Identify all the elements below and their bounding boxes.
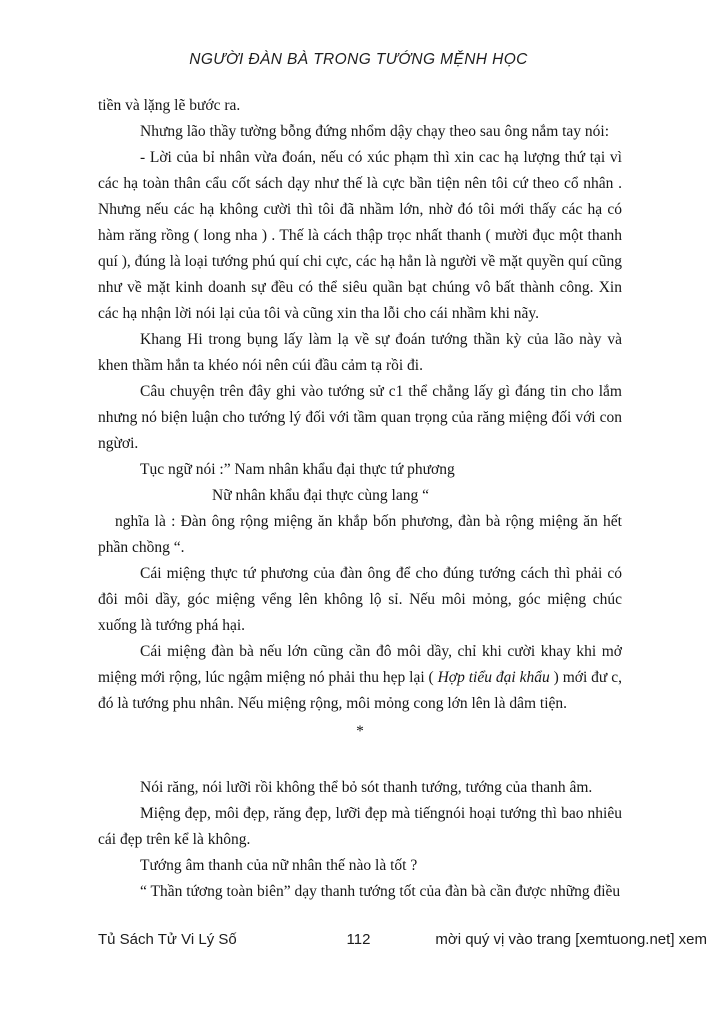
proverb-line-2: Nữ nhân khẩu đại thực cùng lang “	[212, 487, 429, 504]
paragraph-text: ) mới đư c, đó là tướng phu nhân. Nếu miệng rộng, môi mỏng cong lớn lên là dâm tiện.	[98, 669, 622, 712]
body-paragraph: Tướng âm thanh của nữ nhân thế nào là tốt ?	[140, 857, 418, 874]
body-paragraph: nghĩa là : Đàn ông rộng miệng ăn khắp bốn phương, đàn bà rộng miệng ăn hết phần chồng “.	[98, 513, 622, 556]
body-paragraph: Câu chuyện trên đây ghi vào tướng sử c1 thể chẳng lấy gì đáng tin cho lắm nhưng nó biện luận cho tướng lý đối với tầm quan trọng của răng miệng đối với con ngừơi.	[98, 383, 622, 452]
footer-site-note: mời quý vị vào trang [xemtuong.net] xem	[435, 931, 707, 948]
body-paragraph: Nhưng lão thầy tường bỗng đứng nhổm dậy chạy theo sau ông nắm tay nói:	[140, 123, 610, 140]
section-separator-star: *	[356, 723, 364, 740]
body-paragraph: Nói răng, nói lưỡi rồi không thể bỏ sót thanh tướng, tướng của thanh âm.	[140, 779, 593, 796]
body-paragraph: “ Thần tứơng toàn biên” dạy thanh tướng tốt của đàn bà cần được những điều	[140, 883, 621, 900]
body-paragraph	[98, 639, 622, 717]
proverb-line-1: Tục ngữ nói :” Nam nhân khẩu đại thực tứ phương	[140, 461, 455, 478]
footer-page-number: 112	[346, 931, 371, 948]
italic-term: Hợp tiểu đại khẩu	[437, 669, 550, 686]
page-footer	[0, 931, 717, 953]
body-paragraph: tiền và lặng lẽ bước ra.	[98, 97, 241, 114]
body-paragraph: Cái miệng thực tứ phương của đàn ông để cho đúng tướng cách thì phải có đôi môi dầy, góc miệng vểng lên không lộ sỉ. Nếu môi mỏng, góc miệng chúc xuống là tướng phá hại.	[98, 565, 622, 634]
body-text	[98, 93, 622, 905]
body-paragraph: Khang Hi trong bụng lấy làm lạ về sự đoán tướng thần kỳ của lão này và khen thầm hắn ta khéo nói nên cúi đầu cảm tạ rồi đi.	[98, 331, 622, 374]
body-paragraph: - Lời của bỉ nhân vừa đoán, nếu có xúc phạm thì xin cac hạ lượng thứ tại vì các hạ toàn thân cẩu cốt sách dạy như thế là cực bần tiện nên tôi cứ theo cổ nhân . Nhưng nếu các hạ không cười thì tôi đã nhầm lớn, nhờ đó tôi mới thấy các hạ có hàm răng rồng ( long nha ) . Thế là cách thập trọc nhất thanh ( mười đục một thanh quí ), đúng là loại tướng phú quí chi cực, các hạ hẳn là người về mặt quyền quí cũng như về mặt kinh doanh sự đều có thể siêu quần bạt chúng vô bất thành công. Xin các hạ nhận lời nói lại của tôi và cũng xin tha lỗi cho cái nhầm khi nãy.	[98, 149, 622, 322]
page-title: NGƯỜI ĐÀN BÀ TRONG TƯỚNG MỆNH HỌC	[189, 51, 528, 68]
footer-series-title: Tủ Sách Tử Vi Lý Số	[98, 931, 237, 948]
paragraph-text: Cái miệng đàn bà nếu lớn cũng cần đô môi dầy, chỉ khi cười khay khi mở miệng mới rộng, lúc ngậm miệng nó phải thu hẹp lại (	[98, 643, 622, 686]
body-paragraph: Miệng đẹp, môi đẹp, răng đẹp, lưỡi đẹp mà tiếngnói hoại tướng thì bao nhiêu cái đẹp trên kể là không.	[98, 805, 622, 848]
